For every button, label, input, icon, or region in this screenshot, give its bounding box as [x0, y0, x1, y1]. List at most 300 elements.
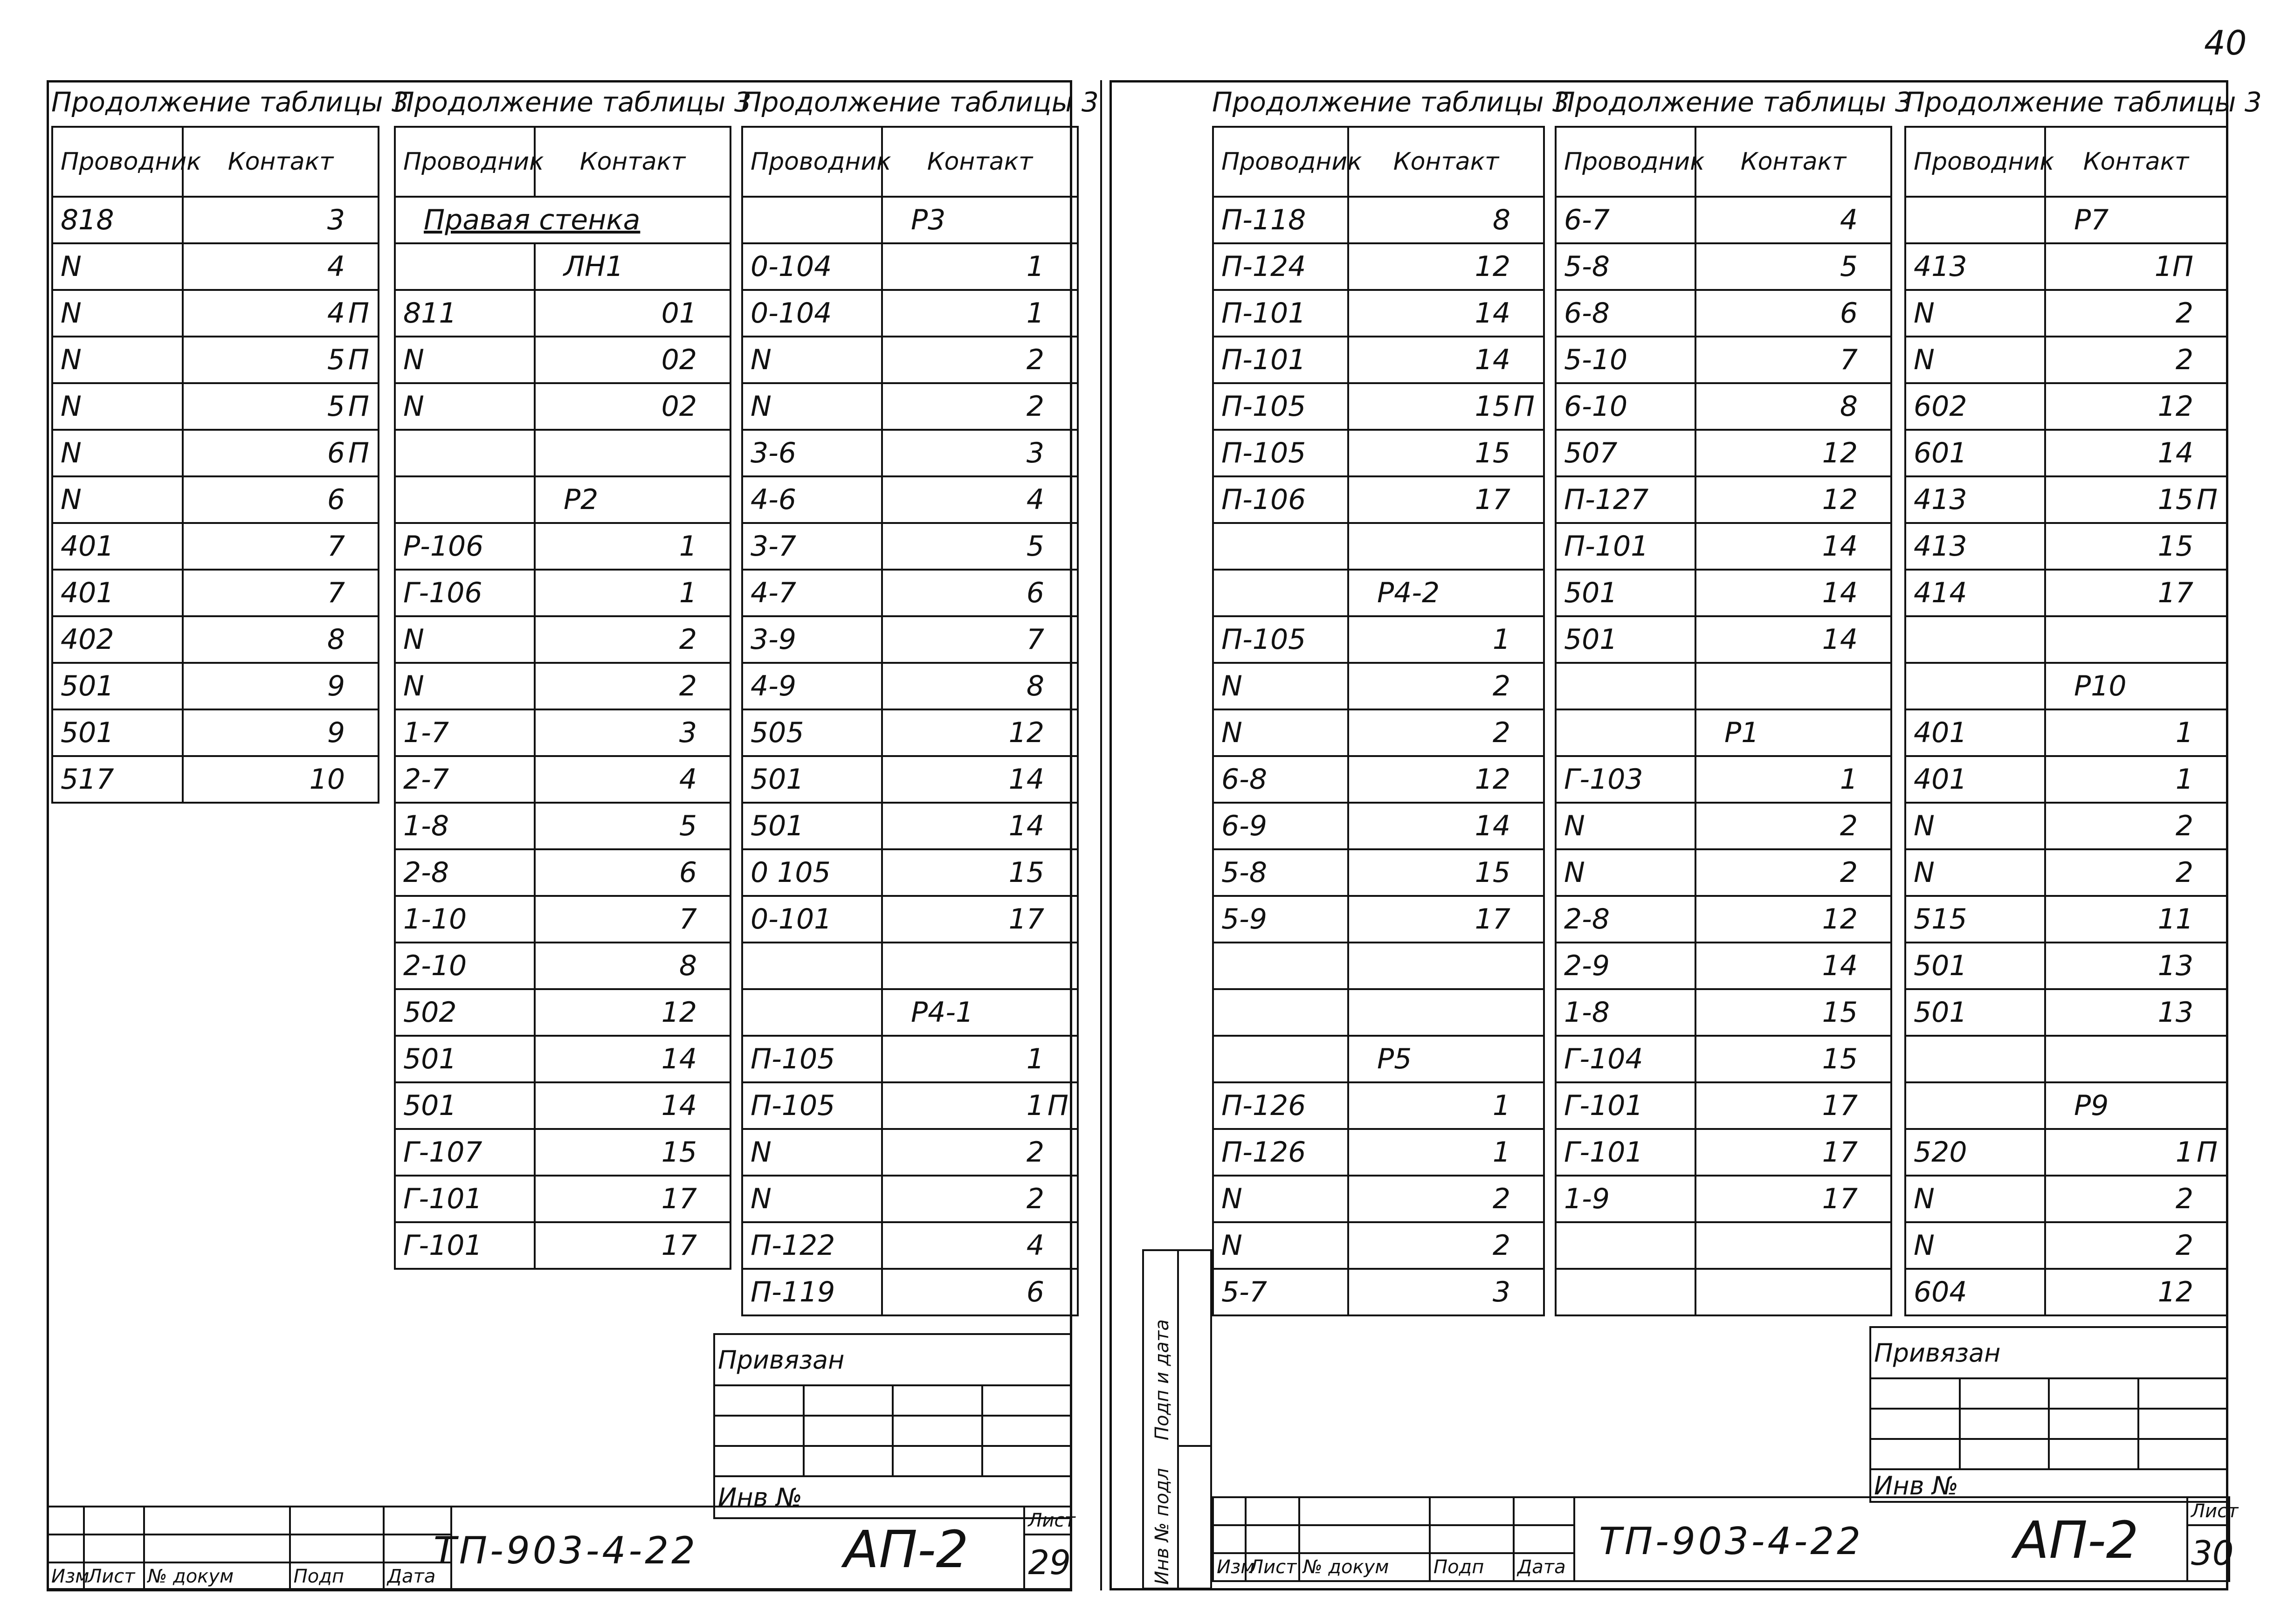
contact-value: 2: [1492, 670, 1510, 702]
contact-value: 4: [1840, 204, 1858, 236]
contact-value: 6: [327, 437, 345, 469]
conductor-cell: П-126: [1213, 1129, 1348, 1176]
table-row: [1213, 1036, 1544, 1082]
contact-value: 1: [679, 530, 697, 563]
contact-value: 12: [1008, 716, 1044, 749]
contact-value: 15: [2157, 530, 2193, 563]
contact-value: 3: [327, 204, 345, 236]
table-row: [1556, 383, 1891, 430]
contact-cell: [882, 896, 1078, 943]
conductor-cell: 413: [1905, 476, 2045, 523]
col-izm: Изм: [48, 1562, 84, 1590]
table-row: [742, 243, 1078, 290]
conductor-cell: П-101: [1213, 290, 1348, 337]
conductor-cell: [395, 476, 535, 523]
conductor-cell: 1-8: [1556, 989, 1695, 1036]
conductor-cell: 3-6: [742, 430, 882, 476]
conductor-cell: N: [1905, 337, 2045, 383]
contact-cell: [1348, 943, 1544, 989]
table-row: [1556, 337, 1891, 383]
wiring-table: [741, 126, 1079, 1316]
contact-value: 1: [1026, 250, 1044, 283]
conductor-cell: П-101: [1213, 337, 1348, 383]
conductor-cell: 502: [395, 989, 535, 1036]
contact-cell: [2045, 989, 2227, 1036]
table-row: [395, 430, 730, 476]
table-row: [1213, 337, 1544, 383]
col-doc: № докум: [1299, 1553, 1430, 1581]
conductor-cell: N: [1905, 803, 2045, 849]
contact-value: 8: [327, 623, 345, 656]
contact-cell: [882, 943, 1078, 989]
contact-value: 14: [661, 1043, 697, 1075]
table-row: [742, 383, 1078, 430]
contact-cell: [1695, 896, 1891, 943]
binding-strip: [1100, 80, 1111, 1590]
table-row: [742, 1176, 1078, 1222]
table-row: [395, 943, 730, 989]
contact-value: 4: [1026, 1229, 1044, 1262]
contact-cell: [535, 1082, 730, 1129]
side-strip-hline: [1177, 1445, 1212, 1447]
contact-value: 2: [1840, 856, 1858, 889]
contact-value: 2: [2175, 1229, 2193, 1262]
contact-cell: [1695, 243, 1891, 290]
contact-cell: [2045, 523, 2227, 570]
table-row: [395, 849, 730, 896]
contact-cell: [1348, 709, 1544, 756]
contact-value: 14: [1475, 297, 1510, 330]
bound-block: [713, 1333, 1072, 1519]
conductor-cell: N: [1905, 290, 2045, 337]
conductor-cell: П-119: [742, 1269, 882, 1315]
contact-cell: [2045, 1082, 2227, 1129]
table-row: [395, 1129, 730, 1176]
table-row: [1905, 337, 2227, 383]
contact-cell: [1695, 1129, 1891, 1176]
contact-value: Р4-2: [1377, 577, 1440, 609]
contact-value: 5: [1026, 530, 1044, 563]
contact-cell: [2045, 243, 2227, 290]
conductor-cell: Г-106: [395, 570, 535, 616]
contact-value: 1: [1492, 623, 1510, 656]
table-row: [395, 756, 730, 803]
contact-cell: [1695, 1082, 1891, 1129]
contact-cell: [882, 1036, 1078, 1082]
contact-cell: [1348, 1036, 1544, 1082]
conductor-cell: N: [742, 1129, 882, 1176]
contact-cell: [1695, 570, 1891, 616]
table-row: [1213, 1269, 1544, 1315]
table-row: [1213, 523, 1544, 570]
sheet-no: 30: [2187, 1525, 2229, 1581]
sheet-label: Лист: [2187, 1497, 2229, 1525]
table-row: [1905, 383, 2227, 430]
header-conductor: Проводник: [52, 127, 183, 197]
table-row: [1213, 290, 1544, 337]
conductor-cell: [742, 943, 882, 989]
contact-value: 17: [2157, 577, 2193, 609]
conductor-cell: [395, 430, 535, 476]
conductor-cell: 1-7: [395, 709, 535, 756]
conductor-cell: Р-106: [395, 523, 535, 570]
contact-cell: [2045, 476, 2227, 523]
table-row: [52, 709, 379, 756]
conductor-cell: Г-103: [1556, 756, 1695, 803]
table-row: [1905, 476, 2227, 523]
contact-value: 2: [679, 623, 697, 656]
conductor-cell: 601: [1905, 430, 2045, 476]
table-row: [1556, 197, 1891, 243]
table-row: [742, 803, 1078, 849]
table-row: [1556, 943, 1891, 989]
contact-cell: [882, 803, 1078, 849]
table-row: [1556, 1269, 1891, 1315]
contact-cell: [1695, 476, 1891, 523]
table-row: [742, 756, 1078, 803]
table-row: [742, 430, 1078, 476]
conductor-cell: 517: [52, 756, 183, 803]
contact-value: 2: [2175, 856, 2193, 889]
contact-value: 7: [1026, 623, 1044, 656]
contact-cell: [1348, 1082, 1544, 1129]
contact-value: 12: [2157, 1276, 2193, 1308]
table-row: [395, 570, 730, 616]
conductor-cell: 501: [395, 1036, 535, 1082]
table-row: [1905, 570, 2227, 616]
conductor-cell: 4-6: [742, 476, 882, 523]
conductor-cell: 5-9: [1213, 896, 1348, 943]
contact-cell: [882, 663, 1078, 709]
contact-value: 2: [1492, 1183, 1510, 1215]
table-row: [1905, 756, 2227, 803]
table-row: [1213, 616, 1544, 663]
conductor-cell: 6-8: [1556, 290, 1695, 337]
table-row: [52, 197, 379, 243]
contact-cell: [1348, 337, 1544, 383]
conductor-cell: N: [1556, 803, 1695, 849]
table-row: [1905, 989, 2227, 1036]
table-row: [1556, 709, 1891, 756]
conductor-cell: 501: [52, 709, 183, 756]
table-row: [1556, 1036, 1891, 1082]
contact-value: 12: [1822, 483, 1858, 516]
conductor-cell: N: [395, 337, 535, 383]
contact-value: 1: [1026, 297, 1044, 330]
table-row: [1213, 1176, 1544, 1222]
contact-cell: [535, 663, 730, 709]
table-row: [395, 476, 730, 523]
conductor-cell: 3-9: [742, 616, 882, 663]
table-row: [1905, 523, 2227, 570]
col-date: Дата: [384, 1562, 451, 1590]
contact-cell: [535, 849, 730, 896]
table-row: [1213, 430, 1544, 476]
conductor-cell: Г-101: [395, 1222, 535, 1269]
contact-cell: [183, 430, 379, 476]
contact-cell: [882, 337, 1078, 383]
contact-cell: [1695, 523, 1891, 570]
contact-cell: [1348, 989, 1544, 1036]
table-row: [395, 523, 730, 570]
contact-cell: [183, 756, 379, 803]
contact-suffix: П: [1513, 390, 1535, 423]
table-row: [742, 709, 1078, 756]
contact-value: 2: [2175, 1183, 2193, 1215]
contact-value: 1: [2175, 1136, 2193, 1169]
table-title: Продолжение таблицы 3: [741, 86, 1099, 118]
conductor-cell: N: [1213, 709, 1348, 756]
table-row: [1213, 803, 1544, 849]
table-row: [1213, 570, 1544, 616]
table-row: [742, 1269, 1078, 1315]
inv-label: Инв №: [1870, 1469, 2227, 1502]
header-conductor: Проводник: [1905, 127, 2045, 197]
conductor-cell: 505: [742, 709, 882, 756]
table-row: [742, 896, 1078, 943]
conductor-cell: П-105: [1213, 430, 1348, 476]
contact-cell: [882, 709, 1078, 756]
contact-value: 15: [2157, 483, 2193, 516]
sheet-no: 29: [1024, 1535, 1071, 1590]
conductor-cell: N: [1905, 849, 2045, 896]
contact-cell: [882, 616, 1078, 663]
contact-cell: [882, 430, 1078, 476]
contact-value: 8: [1840, 390, 1858, 423]
table-row: [1213, 197, 1544, 243]
contact-cell: [1695, 1269, 1891, 1315]
table-row: [1213, 943, 1544, 989]
table-row: [395, 1036, 730, 1082]
contact-cell: [1348, 896, 1544, 943]
contact-value: 15: [1822, 1043, 1858, 1075]
contact-cell: [2045, 1176, 2227, 1222]
contact-cell: [882, 243, 1078, 290]
conductor-cell: N: [1905, 1176, 2045, 1222]
contact-value: 7: [327, 530, 345, 563]
contact-cell: [2045, 803, 2227, 849]
contact-value: 3: [679, 716, 697, 749]
conductor-cell: 5-10: [1556, 337, 1695, 383]
contact-cell: [183, 197, 379, 243]
contact-cell: [882, 1082, 1078, 1129]
conductor-cell: 401: [52, 570, 183, 616]
conductor-cell: 0 105: [742, 849, 882, 896]
conductor-cell: 501: [52, 663, 183, 709]
contact-value: 6: [1840, 297, 1858, 330]
conductor-cell: [1556, 663, 1695, 709]
conductor-cell: 5-8: [1213, 849, 1348, 896]
contact-cell: [1695, 849, 1891, 896]
contact-value: 02: [661, 390, 697, 423]
conductor-cell: N: [395, 383, 535, 430]
conductor-cell: N: [742, 383, 882, 430]
contact-cell: [882, 476, 1078, 523]
contact-value: 12: [1475, 763, 1510, 796]
table-row: [742, 989, 1078, 1036]
contact-value: 9: [327, 716, 345, 749]
conductor-cell: [1905, 197, 2045, 243]
conductor-cell: 5-8: [1556, 243, 1695, 290]
table-row: [1905, 1129, 2227, 1176]
table-row: [1905, 430, 2227, 476]
conductor-cell: 0-104: [742, 290, 882, 337]
contact-value: 17: [1822, 1136, 1858, 1169]
table-row: [1213, 849, 1544, 896]
conductor-cell: [1213, 570, 1348, 616]
bound-block: [1869, 1326, 2228, 1503]
contact-value: 6: [327, 483, 345, 516]
contact-cell: [2045, 383, 2227, 430]
table-row: [742, 616, 1078, 663]
page-number: 40: [2204, 23, 2247, 62]
contact-value: 7: [1840, 344, 1858, 376]
doc-code: ТП-903-4-22: [434, 1529, 698, 1572]
conductor-cell: 414: [1905, 570, 2045, 616]
table-row: [52, 337, 379, 383]
table-row: [1905, 197, 2227, 243]
conductor-cell: 0-104: [742, 243, 882, 290]
table-row: [395, 896, 730, 943]
conductor-cell: 501: [1905, 943, 2045, 989]
contact-value: 01: [661, 297, 697, 330]
inv-label: Инв №: [714, 1476, 1071, 1518]
table-row: [1905, 943, 2227, 989]
conductor-cell: П-105: [742, 1082, 882, 1129]
table-row: [1556, 756, 1891, 803]
contact-cell: [1695, 383, 1891, 430]
contact-value: 14: [1475, 810, 1510, 842]
table-row: [1905, 1222, 2227, 1269]
conductor-cell: N: [1213, 1176, 1348, 1222]
conductor-cell: [1905, 663, 2045, 709]
conductor-cell: N: [742, 337, 882, 383]
contact-value: 15: [1008, 856, 1044, 889]
contact-cell: [183, 616, 379, 663]
table-row: [52, 430, 379, 476]
table-row: [395, 290, 730, 337]
contact-value: Р3: [911, 204, 946, 236]
contact-cell: [1695, 989, 1891, 1036]
contact-value: Р5: [1377, 1043, 1412, 1075]
contact-cell: [1695, 430, 1891, 476]
contact-cell: [1348, 476, 1544, 523]
conductor-cell: П-127: [1556, 476, 1695, 523]
table-row: [742, 337, 1078, 383]
conductor-cell: N: [52, 337, 183, 383]
contact-value: 6: [1026, 1276, 1044, 1308]
contact-cell: [535, 570, 730, 616]
table-row: [742, 197, 1078, 243]
table-row: [742, 1222, 1078, 1269]
contact-cell: [2045, 197, 2227, 243]
conductor-cell: Г-101: [1556, 1082, 1695, 1129]
table-title: Продолжение таблицы 3: [51, 86, 409, 118]
conductor-cell: N: [52, 383, 183, 430]
table-row: [52, 523, 379, 570]
table-row: [742, 1036, 1078, 1082]
contact-cell: [1348, 1176, 1544, 1222]
conductor-cell: [742, 989, 882, 1036]
contact-value: 13: [2157, 950, 2193, 982]
conductor-cell: 402: [52, 616, 183, 663]
col-sign: Подп: [1430, 1553, 1514, 1581]
contact-value: 8: [1492, 204, 1510, 236]
contact-cell: [2045, 756, 2227, 803]
conductor-cell: N: [52, 430, 183, 476]
conductor-cell: П-126: [1213, 1082, 1348, 1129]
wiring-table: [1555, 126, 1892, 1316]
conductor-cell: Г-101: [395, 1176, 535, 1222]
conductor-cell: 604: [1905, 1269, 2045, 1315]
table-row: [1213, 756, 1544, 803]
table-row: [742, 849, 1078, 896]
contact-cell: [535, 337, 730, 383]
conductor-cell: N: [1556, 849, 1695, 896]
contact-cell: [1348, 570, 1544, 616]
conductor-cell: Г-101: [1556, 1129, 1695, 1176]
contact-cell: [1348, 383, 1544, 430]
contact-value: 17: [1822, 1183, 1858, 1215]
contact-value: 5: [327, 344, 345, 376]
contact-value: 12: [661, 996, 697, 1029]
table-row: [742, 290, 1078, 337]
contact-cell: [1695, 290, 1891, 337]
contact-cell: [1348, 616, 1544, 663]
contact-value: 2: [1492, 716, 1510, 749]
conductor-cell: 4-9: [742, 663, 882, 709]
contact-cell: [2045, 943, 2227, 989]
contact-value: 10: [309, 763, 345, 796]
contact-value: 17: [1475, 903, 1510, 936]
doc-code: ТП-903-4-22: [1599, 1520, 1864, 1563]
conductor-cell: [1905, 616, 2045, 663]
contact-value: 1: [1026, 1043, 1044, 1075]
contact-value: 17: [661, 1183, 697, 1215]
col-list: Лист: [84, 1562, 144, 1590]
table-row: [1213, 1222, 1544, 1269]
contact-cell: [1695, 709, 1891, 756]
header-conductor: Проводник: [1213, 127, 1348, 197]
contact-value: 12: [1475, 250, 1510, 283]
header-conductor: Проводник: [742, 127, 882, 197]
contact-cell: [183, 709, 379, 756]
contact-value: 4: [327, 297, 345, 330]
wiring-table: [1904, 126, 2228, 1316]
contact-cell: [183, 383, 379, 430]
table-row: [1556, 849, 1891, 896]
contact-cell: [2045, 430, 2227, 476]
contact-value: 1: [1492, 1089, 1510, 1122]
contact-cell: [2045, 570, 2227, 616]
table-row: [1905, 1082, 2227, 1129]
contact-cell: [2045, 1269, 2227, 1315]
contact-value: 2: [1026, 344, 1044, 376]
table-row: [395, 709, 730, 756]
contact-cell: [2045, 337, 2227, 383]
side-label-sign: Подп и дата: [1151, 1319, 1173, 1440]
contact-value: 1: [679, 577, 697, 609]
contact-cell: [535, 943, 730, 989]
table-row: [742, 523, 1078, 570]
conductor-cell: 2-8: [395, 849, 535, 896]
table-row: [1556, 1222, 1891, 1269]
contact-cell: [183, 290, 379, 337]
contact-value: 1П: [2154, 250, 2193, 283]
table-row: [1213, 896, 1544, 943]
contact-cell: [535, 430, 730, 476]
contact-value: 8: [1026, 670, 1044, 702]
